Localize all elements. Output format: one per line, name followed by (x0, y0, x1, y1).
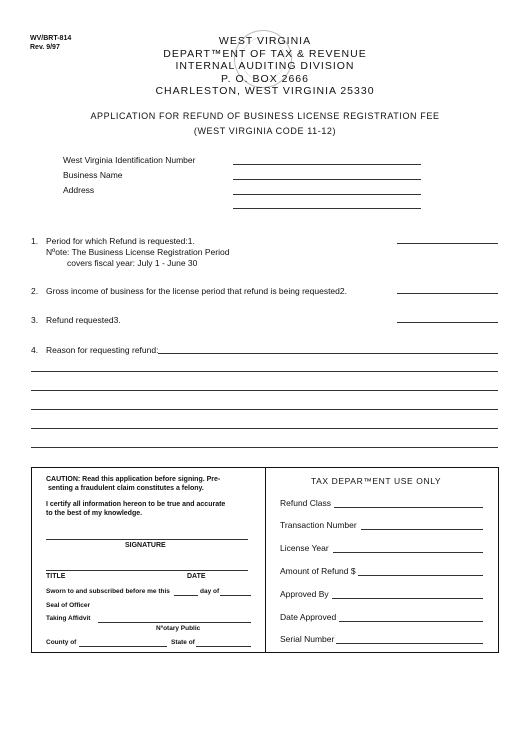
date-approved-field[interactable] (339, 621, 483, 622)
serial-number-label: Serial Number (280, 634, 335, 644)
caution-line-1: CAUTION: Read this application before signing. Pre- (46, 476, 221, 483)
reason-line-5[interactable] (31, 428, 498, 429)
address-label: Address (63, 185, 95, 195)
reason-line-2[interactable] (31, 371, 498, 372)
reason-line-1[interactable] (158, 353, 498, 354)
item-3-question: Refund requested3. (46, 315, 121, 325)
item-1-note-line-1: Nºote: The Business License Registration Period (46, 247, 230, 257)
item-2-number: 2. (31, 286, 39, 296)
notary-signature-field[interactable] (98, 622, 251, 623)
item-1-question: Period for which Refund is requested:1. (46, 236, 195, 246)
sworn-month-field[interactable] (220, 595, 251, 596)
reason-line-6[interactable] (31, 447, 498, 448)
header-line-1: WEST VIRGINIA (218, 35, 312, 47)
date-approved-label: Date Approved (280, 612, 337, 622)
transaction-number-field[interactable] (361, 529, 483, 530)
notary-public-label: Nºotary Public (156, 625, 201, 632)
approved-by-field[interactable] (332, 598, 483, 599)
approved-by-label: Approved By (280, 589, 329, 599)
item-1-answer-field[interactable] (397, 243, 498, 244)
title-date-field[interactable] (46, 570, 248, 571)
seal-of-officer-label: Seal of Officer (46, 602, 91, 609)
state-label: State of (171, 639, 195, 646)
signature-label: SIGNATURE (125, 542, 166, 549)
refund-class-field[interactable] (334, 507, 483, 508)
amount-of-refund-label: Amount of Refund $ (280, 566, 356, 576)
sworn-day-field[interactable] (174, 595, 198, 596)
serial-number-field[interactable] (336, 643, 483, 644)
license-year-field[interactable] (333, 552, 483, 553)
title-label: TITLE (46, 573, 66, 580)
certify-text (46, 500, 225, 518)
wv-id-field[interactable] (233, 164, 421, 165)
item-2-answer-field[interactable] (397, 293, 498, 294)
address-field-2[interactable] (233, 208, 421, 209)
item-3-answer-field[interactable] (397, 322, 498, 323)
refund-class-label: Refund Class (280, 498, 332, 508)
taking-affidavit-label: Taking Affidvit (46, 615, 91, 622)
caution-text (46, 475, 220, 493)
agency-header (0, 35, 530, 98)
header-line-5: CHARLESTON, WEST VIRGINIA 25330 (155, 85, 375, 97)
item-1-number: 1. (31, 236, 39, 246)
license-year-label: License Year (280, 543, 329, 553)
item-4-number: 4. (31, 345, 39, 355)
caution-line-2: senting a fraudulent claim constitutes a felony. (48, 485, 204, 492)
sworn-label: Sworn to and subscribed before me this (46, 588, 170, 595)
wv-id-label: West Virginia Identification Number (63, 155, 196, 165)
day-of-label: day of (200, 588, 220, 595)
address-field-1[interactable] (233, 194, 421, 195)
certify-line-2: to the best of my knowledge. (46, 510, 143, 517)
tax-department-heading: TAX DEPAR™ENT USE ONLY (311, 476, 442, 486)
form-number: WV/BRT-814 (30, 35, 72, 42)
transaction-number-label: Transaction Number (280, 520, 357, 530)
form-code: (WEST VIRGINIA CODE 11-12) (193, 126, 337, 136)
amount-of-refund-field[interactable] (358, 575, 483, 576)
state-field[interactable] (196, 646, 251, 647)
form-title: APPLICATION FOR REFUND OF BUSINESS LICENSE REGISTRATION FEE (90, 111, 440, 121)
county-label: County of (46, 639, 77, 646)
item-2-question: Gross income of business for the license period that refund is being requested2. (46, 286, 347, 296)
business-name-label: Business Name (63, 170, 123, 180)
header-line-3: INTERNAL AUDITING DIVISION (175, 60, 355, 72)
item-4-question: Reason for requesting refund: (46, 345, 159, 355)
header-line-2: DEPART™ENT OF TAX & REVENUE (163, 47, 367, 60)
form-revision: Rev. 9/97 (30, 44, 60, 51)
date-label: DATE (187, 573, 206, 580)
certify-line-1: I certify all information hereon to be true and accurate (46, 501, 226, 508)
reason-line-4[interactable] (31, 409, 498, 410)
signature-field[interactable] (46, 539, 248, 540)
business-name-field[interactable] (233, 179, 421, 180)
item-3-number: 3. (31, 315, 39, 325)
item-1-note-line-2: covers fiscal year: July 1 - June 30 (67, 258, 198, 268)
header-line-4: P. O. BOX 2666 (221, 72, 309, 85)
box-divider (265, 467, 266, 653)
county-field[interactable] (79, 646, 167, 647)
reason-line-3[interactable] (31, 390, 498, 391)
